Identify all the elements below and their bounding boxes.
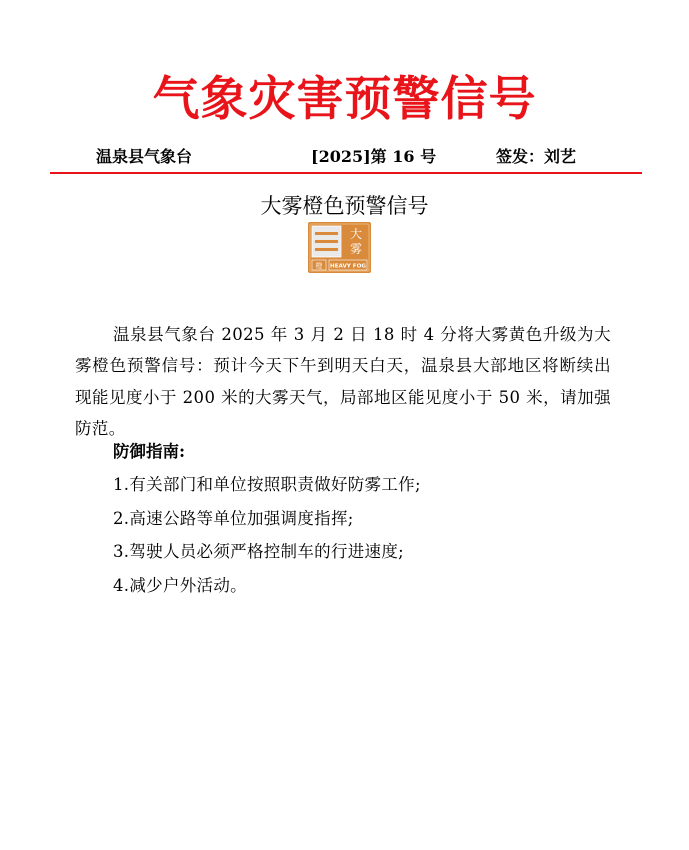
heavy-fog-orange-icon [308,222,371,273]
document-meta-row [50,144,640,170]
signal-caption: HEAVY FOG [330,263,366,270]
guide-item: 4.减少户外活动。 [113,575,247,595]
fog-line [315,248,338,251]
warning-body-text: 温泉县气象台 2025 年 3 月 2 日 18 时 4 分将大雾黄色升级为大雾橙色预警信号：预计今天下午到明天白天，温泉县大部地区将断续出现能见度小于 200 米的大雾天气，局部地区能见度小于 50 米，请加强防范。 [75,324,611,438]
fog-line [315,240,338,243]
guide-item: 2.高速公路等单位加强调度指挥; [113,508,354,528]
signal-char-top: 大 [349,227,363,241]
signer: 签发：刘艺 [496,147,577,166]
signal-small-label: 橙 [315,262,323,270]
guide-item: 3.驾驶人员必须严格控制车的行进速度; [113,542,405,561]
document-title: 大雾橙色预警信号 [260,194,429,218]
signal-char-bottom: 雾 [349,242,363,256]
document-number: [2025]第 16 号 [311,147,437,166]
red-divider [50,172,642,174]
fog-line [315,232,338,235]
issuing-organization: 温泉县气象台 [96,147,193,166]
guide-item: 1.有关部门和单位按照职责做好防雾工作; [113,475,421,494]
defense-guide-list [113,470,613,604]
masthead-title: 气象灾害预警信号 [152,72,537,127]
defense-guide-heading: 防御指南: [113,442,186,461]
